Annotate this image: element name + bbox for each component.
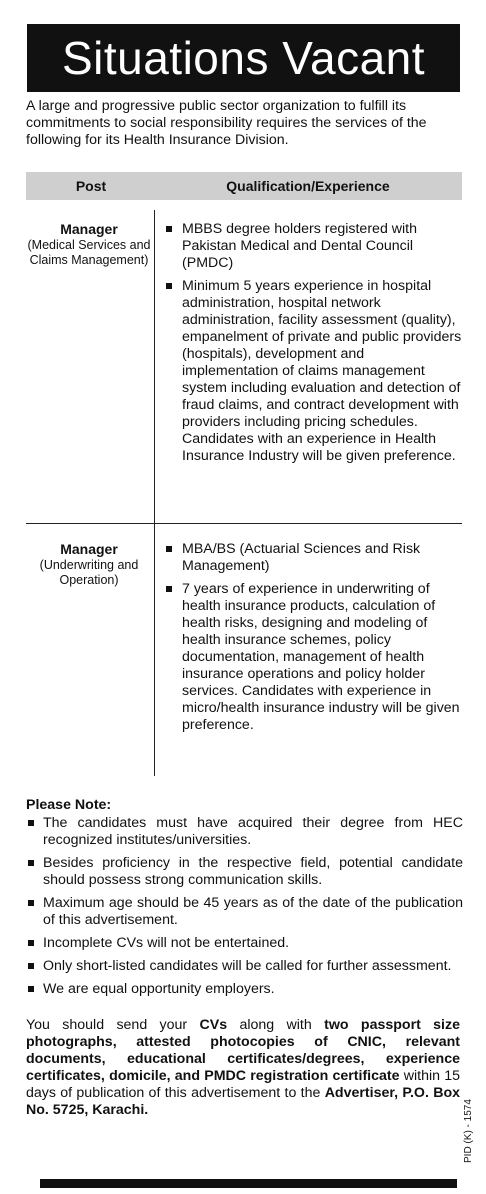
square-bullet-icon xyxy=(28,860,34,866)
post-cell-2 xyxy=(26,541,152,588)
square-bullet-icon xyxy=(28,940,34,946)
list-item: MBBS degree holders registered with Pakistan Medical and Dental Council (PMDC) xyxy=(162,221,464,272)
header-qualification: Qualification/Experience xyxy=(226,178,390,194)
post-subtitle: (Medical Services and Claims Management) xyxy=(27,238,151,267)
square-bullet-icon xyxy=(28,963,34,969)
list-item: The candidates must have acquired their degree from HEC recognized institutes/universities. xyxy=(26,815,463,849)
column-divider xyxy=(154,210,155,776)
header-post: Post xyxy=(75,178,107,194)
square-bullet-icon xyxy=(28,900,34,906)
list-item: 7 years of experience in underwriting of health insurance products, calculation of health risks, designing and modeling of health insurance schemes, policy documentation, management of health insurance operations and policy holder services. Candidates with experience in micro/health insurance industry will be given preference. xyxy=(162,581,464,734)
square-bullet-icon xyxy=(166,546,172,552)
list-item: Only short-listed candidates will be called for further assessment. xyxy=(26,958,463,975)
row-divider xyxy=(26,523,462,524)
page-title: Situations Vacant xyxy=(27,24,460,92)
square-bullet-icon xyxy=(28,820,34,826)
pid-code: PID (K) - 1574 xyxy=(463,1099,474,1163)
list-item: Incomplete CVs will not be entertained. xyxy=(26,935,463,952)
closing-paragraph: You should send your CVs along with two passport size photographs, attested photocopies of CNIC, relevant documents, educational certificates/degrees, experience certificates, domicile, and PMDC registration certificate within 15 days of publication of this advertisement to the Advertiser, P.O. Box No. 5725, Karachi. xyxy=(26,1017,461,1118)
square-bullet-icon xyxy=(166,283,172,289)
post-title: Manager xyxy=(60,541,118,557)
list-item: Minimum 5 years experience in hospital administration, hospital network administration, facility assessment (quality), empanelment of private and public providers (hospitals), development and implementation of claims management system including evaluation and detection of fraud claims, and contract development with providers including pricing schedules. Candidates with an experience in Health Insurance Industry will be given preference. xyxy=(162,278,464,465)
table-header xyxy=(26,172,462,200)
qualification-list-2 xyxy=(162,541,464,740)
square-bullet-icon xyxy=(166,226,172,232)
post-title: Manager xyxy=(60,221,118,237)
intro-paragraph: A large and progressive public sector organization to fulfill its commitments to social responsibility requires the services of the following for its Health Insurance Division. xyxy=(26,98,427,148)
post-cell-1 xyxy=(26,221,152,268)
list-item: MBA/BS (Actuarial Sciences and Risk Management) xyxy=(162,541,464,575)
please-note-list xyxy=(26,815,463,1004)
please-note-heading: Please Note: xyxy=(26,797,112,813)
list-item: We are equal opportunity employers. xyxy=(26,981,463,998)
list-item: Besides proficiency in the respective field, potential candidate should possess strong communication skills. xyxy=(26,855,463,889)
post-subtitle: (Underwriting and Operation) xyxy=(39,558,139,587)
footer-bar xyxy=(40,1179,457,1188)
square-bullet-icon xyxy=(166,586,172,592)
qualification-list-1 xyxy=(162,221,464,471)
list-item: Maximum age should be 45 years as of the date of the publication of this advertisement. xyxy=(26,895,463,929)
square-bullet-icon xyxy=(28,986,34,992)
